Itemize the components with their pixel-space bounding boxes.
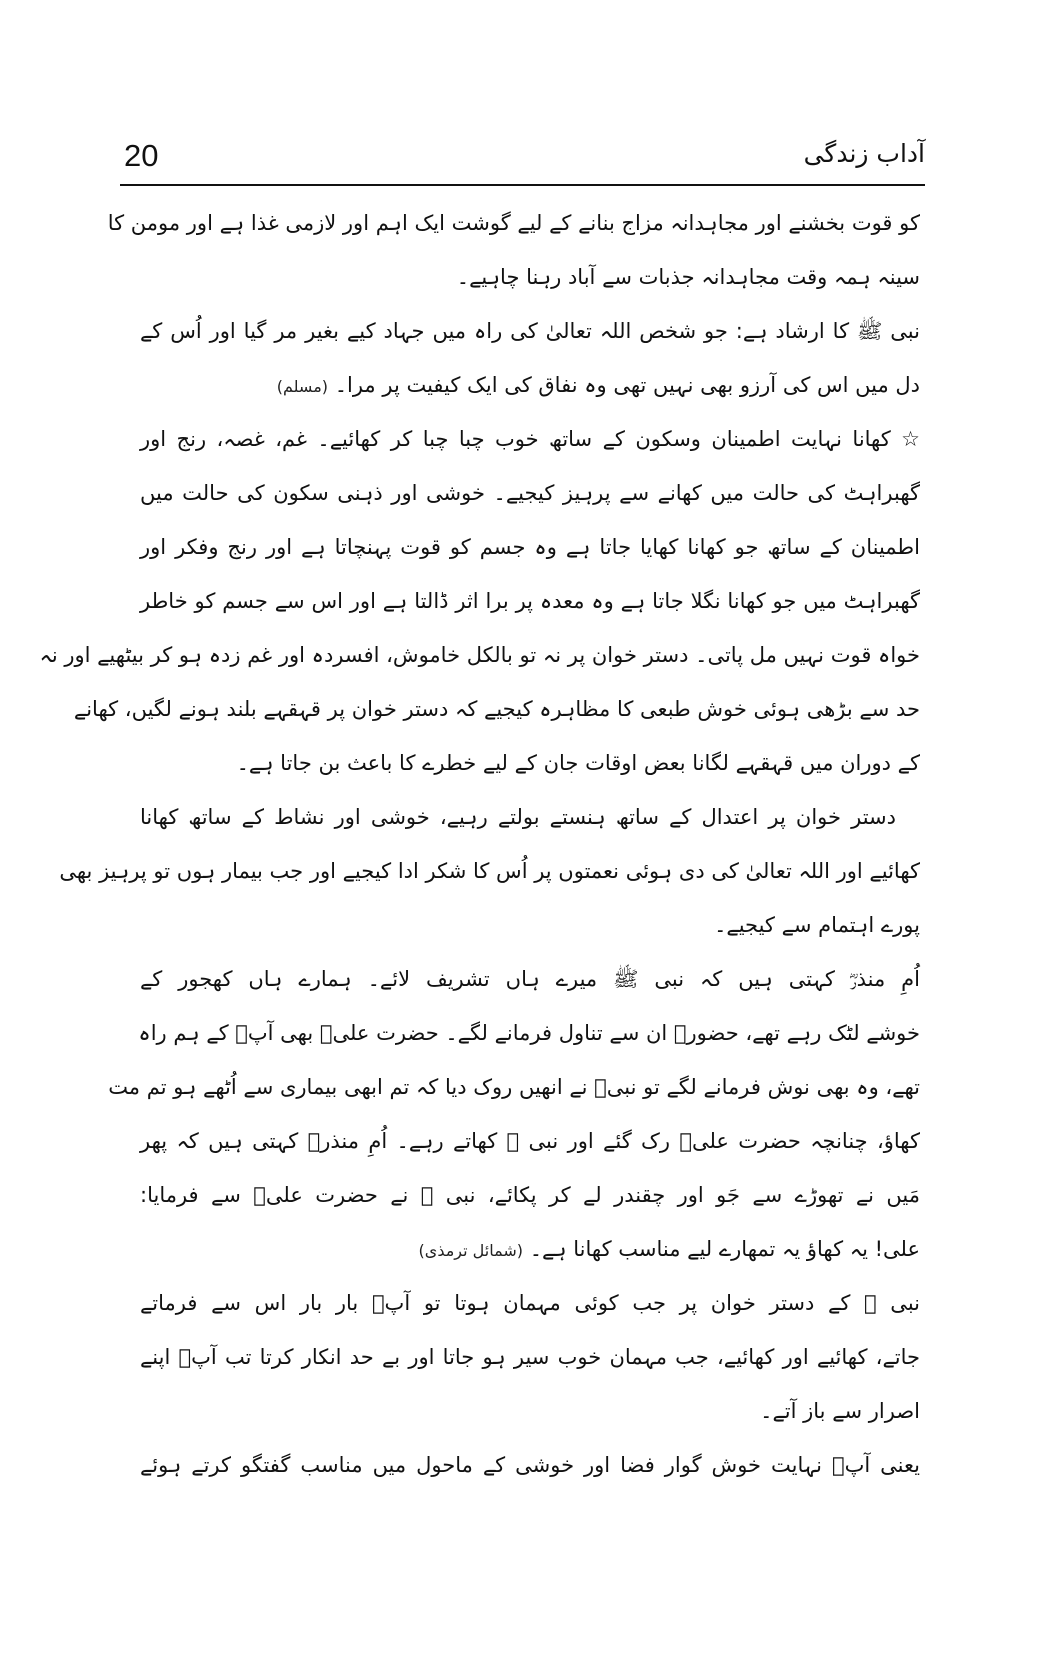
text-line: [140, 1114, 920, 1168]
text-line: [140, 736, 920, 790]
text-line-content: جاتے، کھائیے اور کھائیے، جب مہمان خوب سیر ہو جاتا اور بے حد انکار کرتا تب آپؐ اپنے: [140, 1345, 920, 1369]
text-line-content: دستر خوان پر اعتدال کے ساتھ ہنستے بولتے رہیے، خوشی اور نشاط کے ساتھ کھانا: [140, 805, 896, 829]
text-line-content: خوشے لٹک رہے تھے، حضورؐ ان سے تناول فرمانے لگے۔ حضرت علیؓ بھی آپؐ کے ہم راہ: [138, 1021, 920, 1045]
text-line-content: کو قوت بخشنے اور مجاہدانہ مزاج بنانے کے لیے گوشت ایک اہم اور لازمی غذا ہے اور مومن کا: [107, 211, 920, 235]
text-line: [140, 1276, 920, 1330]
text-line-content: اصرار سے باز آتے۔: [760, 1399, 920, 1423]
text-line: [140, 1330, 920, 1384]
text-line-content: کھاؤ، چنانچہ حضرت علیؓ رک گئے اور نبی ﷺ کھاتے رہے۔ اُمِ منذرؓ کہتی ہیں کہ پھر: [140, 1129, 920, 1153]
text-line: [59, 844, 920, 898]
text-line: [73, 682, 920, 736]
text-line-content: نبی ﷺ کا ارشاد ہے: جو شخص اللہ تعالیٰ کی راہ میں جہاد کیے بغیر مر گیا اور اُس کے: [140, 319, 920, 343]
header-rule: [120, 184, 925, 186]
text-line: [140, 790, 920, 844]
text-line-content: مَیں نے تھوڑے سے جَو اور چقندر لے کر پکائے، نبی ﷺ نے حضرت علیؓ سے فرمایا:: [140, 1183, 920, 1207]
text-line: [140, 898, 920, 952]
text-line-content: خواہ قوت نہیں مل پاتی۔ دستر خوان پر نہ تو بالکل خاموش، افسردہ اور غم زدہ ہو کر بیٹھیے اور نہ: [39, 643, 920, 667]
text-line: [140, 466, 920, 520]
text-line: [140, 412, 920, 466]
text-line: [39, 628, 920, 682]
running-title: آداب زندگی: [803, 139, 925, 168]
source-reference: (مسلم): [276, 377, 329, 396]
source-reference: (شمائل ترمذی): [418, 1241, 523, 1260]
text-line: [140, 574, 920, 628]
text-line-content: حد سے بڑھی ہوئی خوش طبعی کا مظاہرہ کیجیے کہ دستر خوان پر قہقہے بلند ہونے لگیں، کھانے: [73, 697, 920, 721]
text-line-content: علی! یہ کھاؤ یہ تمھارے لیے مناسب کھانا ہے۔: [529, 1237, 920, 1261]
text-line-content: گھبراہٹ میں جو کھانا نگلا جاتا ہے وہ معدہ پر برا اثر ڈالتا ہے اور اس سے جسم کو خاطر: [140, 589, 920, 613]
text-line-content: تھے، وہ بھی نوش فرمانے لگے تو نبیؐ نے انھیں روک دیا کہ تم ابھی بیماری سے اُٹھے ہو تم مت: [108, 1075, 920, 1099]
text-line: [140, 358, 920, 412]
text-line: [108, 1060, 920, 1114]
text-line-content: کھائیے اور اللہ تعالیٰ کی دی ہوئی نعمتوں پر اُس کا شکر ادا کیجیے اور جب بیمار ہوں تو پرہیز بھی: [59, 859, 920, 883]
text-line-content: پورے اہتمام سے کیجیے۔: [714, 913, 920, 937]
text-line: [107, 196, 920, 250]
text-line: [140, 952, 920, 1006]
text-line-content: یعنی آپؐ نہایت خوش گوار فضا اور خوشی کے ماحول میں مناسب گفتگو کرتے ہوئے: [140, 1453, 920, 1477]
page-number: 20: [124, 138, 159, 173]
text-line: [140, 304, 920, 358]
text-line-content: اطمینان کے ساتھ جو کھانا کھایا جاتا ہے وہ جسم کو قوت پہنچاتا ہے اور رنج وفکر اور: [140, 535, 920, 559]
text-line: [140, 1384, 920, 1438]
text-line-content: سینہ ہمہ وقت مجاہدانہ جذبات سے آباد رہنا چاہیے۔: [456, 265, 920, 289]
text-line: [140, 250, 920, 304]
text-line-content: دل میں اس کی آرزو بھی نہیں تھی وہ نفاق کی ایک کیفیت پر مرا۔: [334, 373, 920, 397]
text-line-content: ☆ کھانا نہایت اطمینان وسکون کے ساتھ خوب چبا چبا کر کھائیے۔ غم، غصہ، رنج اور: [140, 427, 920, 451]
page-header: [120, 130, 925, 178]
text-line-content: اُمِ منذرؓ کہتی ہیں کہ نبی ﷺ میرے ہاں تشریف لائے۔ ہمارے ہاں کھجور کے: [140, 967, 920, 991]
text-line: [140, 1006, 920, 1060]
text-line: [140, 1222, 920, 1276]
text-line-content: نبی ﷺ کے دستر خوان پر جب کوئی مہمان ہوتا تو آپؐ بار بار اس سے فرماتے: [140, 1291, 920, 1315]
text-line: [140, 1438, 920, 1492]
text-line: [140, 520, 920, 574]
text-line-content: کے دوران میں قہقہے لگانا بعض اوقات جان کے لیے خطرے کا باعث بن جاتا ہے۔: [236, 751, 920, 775]
body-text: [39, 196, 920, 1492]
text-line-content: گھبراہٹ کی حالت میں کھانے سے پرہیز کیجیے۔ خوشی اور ذہنی سکون کی حالت میں: [140, 481, 920, 505]
text-line: [140, 1168, 920, 1222]
